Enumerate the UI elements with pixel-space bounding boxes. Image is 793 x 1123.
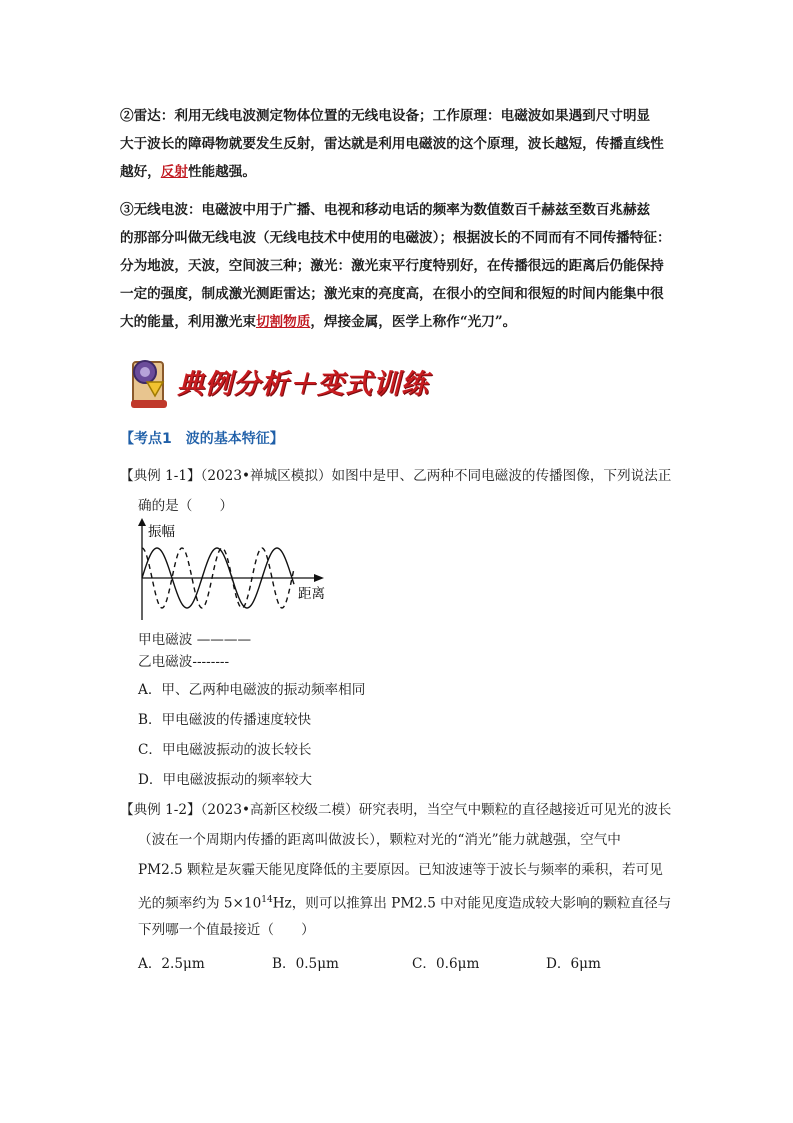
radio-text-4: 一定的强度，制成激光测距雷达；激光束的亮度高，在很小的空间和很短的时间内能集中很 [120,286,664,302]
radio-line-3 [120,252,680,280]
q2-line-5: 下列哪一个值最接近（ ） [138,922,315,938]
radar-highlight: 反射 [160,164,188,180]
radio-text-1: ③无线电波：电磁波中用于广播、电视和移动电话的频率为数值数百千赫兹至数百兆赫兹 [120,202,651,218]
radio-highlight: 切割物质 [255,314,311,330]
q1-option-a: A．甲、乙两种电磁波的振动频率相同 [138,682,366,698]
q2-option-b: B．0.5μm [272,956,339,972]
q2-options [0,952,793,980]
x-axis-arrow [314,574,324,582]
x-axis-label: 距离 [298,586,325,602]
q1-option-d: D．甲电磁波振动的频率较大 [138,772,313,788]
radar-line-1 [120,102,680,130]
radio-text-5a: 大的能量，利用激光束 [120,314,256,330]
banner-title: 典例分析＋变式训练 [177,369,429,400]
radar-text: ②雷达：利用无线电波测定物体位置的无线电设备；工作原理：电磁波如果遇到尺寸明显 [120,108,651,124]
q1-option-c: C．甲电磁波振动的波长较长 [138,742,312,758]
q2-line-1: 【典例 1-2】（2023•高新区校级二模）研究表明，当空气中颗粒的直径越接近可见光的波长 [120,802,672,818]
radio-text-2: 的那部分叫做无线电波（无线电技术中使用的电磁波）；根据波长的不同而有不同传播特征： [120,230,671,246]
section-banner [125,352,465,412]
q2-option-c: C．0.6μm [412,956,480,972]
q2-line-4a: 光的频率约为 5×10 [138,895,262,912]
q2-option-a: A．2.5μm [138,956,205,972]
radio-line-1 [120,196,680,224]
radar-text-3a: 越好， [120,164,161,180]
radar-text-3b: 性能越强。 [187,164,256,180]
radar-line-3 [120,158,680,186]
wave-figure [130,516,340,628]
radio-line-5 [120,308,680,336]
radio-line-2 [120,224,680,252]
radio-text-3: 分为地波，天波，空间波三种；激光：激光束平行度特别好，在传播很远的距离后仍能保持 [120,258,664,274]
legend-jia: 甲电磁波 ———— [138,632,252,648]
radio-line-4 [120,280,680,308]
radio-text-5b: ，焊接金属，医学上称作“光刀”。 [310,314,517,330]
q2-line-3: PM2.5 颗粒是灰霾天能见度降低的主要原因。已知波速等于波长与频率的乘积，若可见 [138,862,663,878]
q2-line-4 [138,886,671,918]
scroll-icon [125,352,177,412]
q1-line-1: 【典例 1-1】（2023•禅城区模拟）如图中是甲、乙两种不同电磁波的传播图像，下列说法正 [120,468,672,484]
q2-option-d: D．6μm [546,956,601,972]
y-axis-arrow [138,518,146,526]
kaodian-heading: 【考点1 波的基本特征】 [120,431,284,447]
q2-exponent: 14 [261,895,273,905]
q1-line-2: 确的是（ ） [138,498,234,514]
radar-line-2 [120,130,680,158]
q2-line-4b: Hz，则可以推算出 PM2.5 中对能见度造成较大影响的颗粒直径与 [272,895,672,912]
q1-option-b: B．甲电磁波的传播速度较快 [138,712,312,728]
y-axis-label: 振幅 [148,524,175,540]
radar-text-2: 大于波长的障碍物就要发生反射，雷达就是利用电磁波的这个原理，波长越短，传播直线性 [120,136,664,152]
legend-yi: 乙电磁波-------- [138,654,230,670]
q2-line-2: （波在一个周期内传播的距离叫做波长），颗粒对光的“消光”能力就越强，空气中 [138,832,621,848]
